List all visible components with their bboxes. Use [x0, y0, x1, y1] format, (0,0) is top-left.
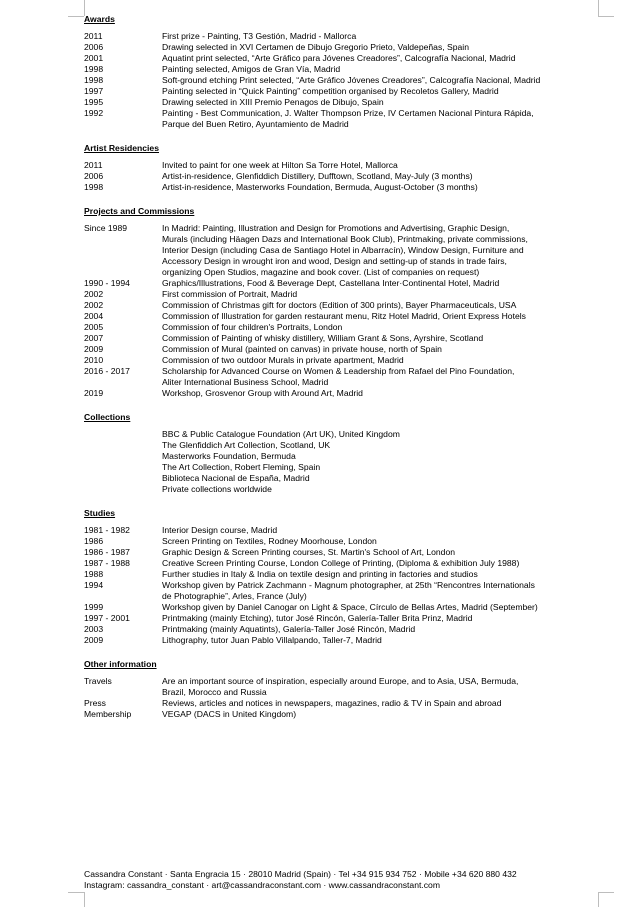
- entry-date: 2005: [84, 322, 104, 332]
- entry-date: 1990 - 1994: [84, 278, 130, 288]
- entry-text: First commission of Portrait, Madrid: [162, 289, 298, 299]
- entry-row: [84, 333, 604, 344]
- entry-row: [84, 676, 604, 698]
- entry-row: [84, 182, 604, 193]
- crop-mark: [598, 892, 599, 907]
- entry-text: Creative Screen Printing Course, London College of Printing, (Diploma & exhibition July 1988): [162, 558, 520, 568]
- entry-date: 2002: [84, 300, 104, 310]
- entry-date: 1997 - 2001: [84, 613, 130, 623]
- entry-text: Workshop given by Patrick Zachmann - Magnum photographer, at 25th “Rencontres Internationals de Photographie”, Arles, France (July): [162, 580, 535, 601]
- entry-date: 2011: [84, 160, 103, 170]
- entry-date: 1986 - 1987: [84, 547, 130, 557]
- entry-row: [84, 602, 604, 613]
- entry-text: Lithography, tutor Juan Pablo Villalpando, Taller-7, Madrid: [162, 635, 382, 645]
- entry-date: 2006: [84, 171, 104, 181]
- cv-document: [84, 14, 604, 733]
- entry-date: 1998: [84, 75, 104, 85]
- entry-row: [84, 580, 604, 602]
- entry-text: Workshop given by Daniel Canogar on Light & Space, Círculo de Bellas Artes, Madrid (September): [162, 602, 538, 612]
- entry-row: [84, 289, 604, 300]
- entry-date: 2010: [84, 355, 104, 365]
- entry-text: Drawing selected in XVI Certamen de Dibujo Gregorio Prieto, Valdepeñas, Spain: [162, 42, 469, 52]
- entry-row: [84, 160, 604, 171]
- section-heading: Collections: [84, 412, 131, 422]
- entry-text: Graphics/Illustrations, Food & Beverage Dept, Castellana Inter·Continental Hotel, Madrid: [162, 278, 500, 288]
- entry-date: 2019: [84, 388, 104, 398]
- section-other-information: [84, 659, 604, 720]
- collection-item: Private collections worldwide: [162, 484, 272, 494]
- entry-date: 1997: [84, 86, 104, 96]
- entry-row: [84, 322, 604, 333]
- entry-row: [84, 388, 604, 399]
- entry-date: 1992: [84, 108, 104, 118]
- entry-row: [84, 53, 604, 64]
- entry-row: [84, 75, 604, 86]
- entry-date: Membership: [84, 709, 132, 719]
- entry-date: 2006: [84, 42, 104, 52]
- contact-footer: [84, 869, 604, 891]
- entry-date: 1999: [84, 602, 104, 612]
- section-awards: [84, 14, 604, 130]
- entry-text: Printmaking (mainly Aquatints), Galería-Taller José Rincón, Madrid: [162, 624, 416, 634]
- entry-row: [84, 525, 604, 536]
- footer-online-line: Instagram: cassandra_constant · art@cassandraconstant.com · www.cassandraconstant.com: [84, 880, 440, 890]
- entry-text: Commission of Painting of whisky distillery, William Grant & Sons, Ayrshire, Scotland: [162, 333, 484, 343]
- entry-date: 1995: [84, 97, 104, 107]
- entry-row: [84, 42, 604, 53]
- entry-row: [84, 300, 604, 311]
- entry-text: Screen Printing on Textiles, Rodney Moorhouse, London: [162, 536, 377, 546]
- entry-date: 1987 - 1988: [84, 558, 130, 568]
- collection-item: The Glenfiddich Art Collection, Scotland, UK: [162, 440, 331, 450]
- entry-row: [84, 355, 604, 366]
- section-heading: Awards: [84, 14, 115, 24]
- collection-item: Masterworks Foundation, Bermuda: [162, 451, 296, 461]
- entry-text: Are an important source of inspiration, especially around Europe, and to Asia, USA, Bermuda, Brazil, Morocco and Russia: [162, 676, 519, 697]
- collection-item: The Art Collection, Robert Fleming, Spain: [162, 462, 321, 472]
- entry-text: Further studies in Italy & India on textile design and printing in factories and studios: [162, 569, 478, 579]
- entry-text: Soft-ground etching Print selected, “Arte Gráfico Jóvenes Creadores”, Calcografía Nacional, Madrid: [162, 75, 541, 85]
- entry-date: 1998: [84, 182, 104, 192]
- footer-contact-line: Cassandra Constant · Santa Engracia 15 · 28010 Madrid (Spain) · Tel +34 915 934 752 · Mobile +34 620 880 432: [84, 869, 517, 879]
- entry-date: 1986: [84, 536, 104, 546]
- entry-row: [84, 366, 604, 388]
- entry-text: Workshop, Grosvenor Group with Around Art, Madrid: [162, 388, 363, 398]
- entry-date: Since 1989: [84, 223, 128, 233]
- entry-date: 1988: [84, 569, 104, 579]
- entry-row: [84, 547, 604, 558]
- entry-text: Commission of two outdoor Murals in private apartment, Madrid: [162, 355, 404, 365]
- entry-text: Commission of Illustration for garden restaurant menu, Ritz Hotel Madrid, Orient Express Hotels: [162, 311, 526, 321]
- entry-row: [84, 709, 604, 720]
- entry-text: Commission of four children's Portraits, London: [162, 322, 343, 332]
- section-heading: Other information: [84, 659, 157, 669]
- section-artist-residencies: [84, 143, 604, 193]
- entry-row: [84, 558, 604, 569]
- entry-date: 1994: [84, 580, 104, 590]
- entry-date: Travels: [84, 676, 112, 686]
- entry-date: 2009: [84, 635, 104, 645]
- entry-text: Scholarship for Advanced Course on Women & Leadership from Rafael del Pino Foundation, Aliter International Business School, Madrid: [162, 366, 515, 387]
- entry-date: 2007: [84, 333, 104, 343]
- entry-date: 1981 - 1982: [84, 525, 130, 535]
- entry-row: [84, 97, 604, 108]
- entry-text: Painting - Best Communication, J. Walter Thompson Prize, IV Certamen Nacional Pintura Rápida, Parque del Buen Retiro, Ayuntamiento de Madrid: [162, 108, 534, 129]
- entry-row: [84, 64, 604, 75]
- entry-row: [84, 635, 604, 646]
- crop-mark: [68, 16, 84, 17]
- section-heading: Studies: [84, 508, 116, 518]
- entry-row: [84, 311, 604, 322]
- collection-item: BBC & Public Catalogue Foundation (Art UK), United Kingdom: [162, 429, 400, 439]
- entry-row: [84, 624, 604, 635]
- section-collections: [84, 412, 604, 495]
- entry-text: Graphic Design & Screen Printing courses, St. Martin's School of Art, London: [162, 547, 456, 557]
- crop-mark: [84, 892, 85, 907]
- entry-row: [84, 569, 604, 580]
- entry-row: [84, 613, 604, 624]
- entry-text: Drawing selected in XIII Premio Penagos de Dibujo, Spain: [162, 97, 384, 107]
- entry-text: Commission of Christmas gift for doctors (Edition of 300 prints), Bayer Pharmaceuticals, USA: [162, 300, 517, 310]
- entry-row: [84, 344, 604, 355]
- entry-text: Artist-in-residence, Masterworks Foundation, Bermuda, August-October (3 months): [162, 182, 478, 192]
- entry-date: 2001: [84, 53, 104, 63]
- entry-text: Artist-in-residence, Glenfiddich Distillery, Dufftown, Scotland, May-July (3 months): [162, 171, 473, 181]
- entry-date: Press: [84, 698, 106, 708]
- entry-date: 2002: [84, 289, 104, 299]
- entry-row: [84, 171, 604, 182]
- section-heading: Artist Residencies: [84, 143, 159, 153]
- entry-text: In Madrid: Painting, Illustration and Design for Promotions and Advertising, Graphic Design, Murals (including Häagen Dazs and International Book Club), Printmaking, private commissions, Interior Design (including Casa de Santiago Hotel in Albarracín), Window Design, Furniture and Accessory Design in wrought iron and wood, Design and setting-up of stands in trade fairs, organizing Open Studios, magazine and book cover. (List of companies on request): [162, 223, 528, 277]
- entry-text: Reviews, articles and notices in newspapers, magazines, radio & TV in Spain and abroad: [162, 698, 502, 708]
- section-projects-and-commissions: [84, 206, 604, 399]
- entry-text: Printmaking (mainly Etching), tutor José Rincón, Galería-Taller Brita Prinz, Madrid: [162, 613, 473, 623]
- entry-date: 2004: [84, 311, 104, 321]
- entry-text: Invited to paint for one week at Hilton Sa Torre Hotel, Mallorca: [162, 160, 398, 170]
- entry-date: 1998: [84, 64, 104, 74]
- entry-date: 2016 - 2017: [84, 366, 130, 376]
- entry-row: [84, 278, 604, 289]
- entry-row: [84, 698, 604, 709]
- entry-text: VEGAP (DACS in United Kingdom): [162, 709, 297, 719]
- entry-date: 2011: [84, 31, 103, 41]
- crop-mark: [68, 892, 84, 893]
- entry-text: Aquatint print selected, “Arte Gráfico para Jóvenes Creadores”, Calcografía Nacional, Madrid: [162, 53, 516, 63]
- entry-row: [84, 86, 604, 97]
- entry-row: [84, 223, 604, 278]
- entry-date: 2009: [84, 344, 104, 354]
- collection-item: Biblioteca Nacional de España, Madrid: [162, 473, 310, 483]
- entry-date: 2003: [84, 624, 104, 634]
- entry-row: [84, 536, 604, 547]
- crop-mark: [598, 892, 614, 893]
- section-heading: Projects and Commissions: [84, 206, 195, 216]
- entry-text: First prize - Painting, T3 Gestión, Madrid - Mallorca: [162, 31, 357, 41]
- entry-row: [84, 31, 604, 42]
- entry-text: Painting selected in “Quick Painting” competition organised by Recoletos Gallery, Madrid: [162, 86, 499, 96]
- section-studies: [84, 508, 604, 646]
- entry-text: Painting selected, Amigos de Gran Vía, Madrid: [162, 64, 341, 74]
- entry-text: Interior Design course, Madrid: [162, 525, 278, 535]
- entry-text: Commission of Mural (painted on canvas) in private house, north of Spain: [162, 344, 442, 354]
- entry-row: [84, 108, 604, 130]
